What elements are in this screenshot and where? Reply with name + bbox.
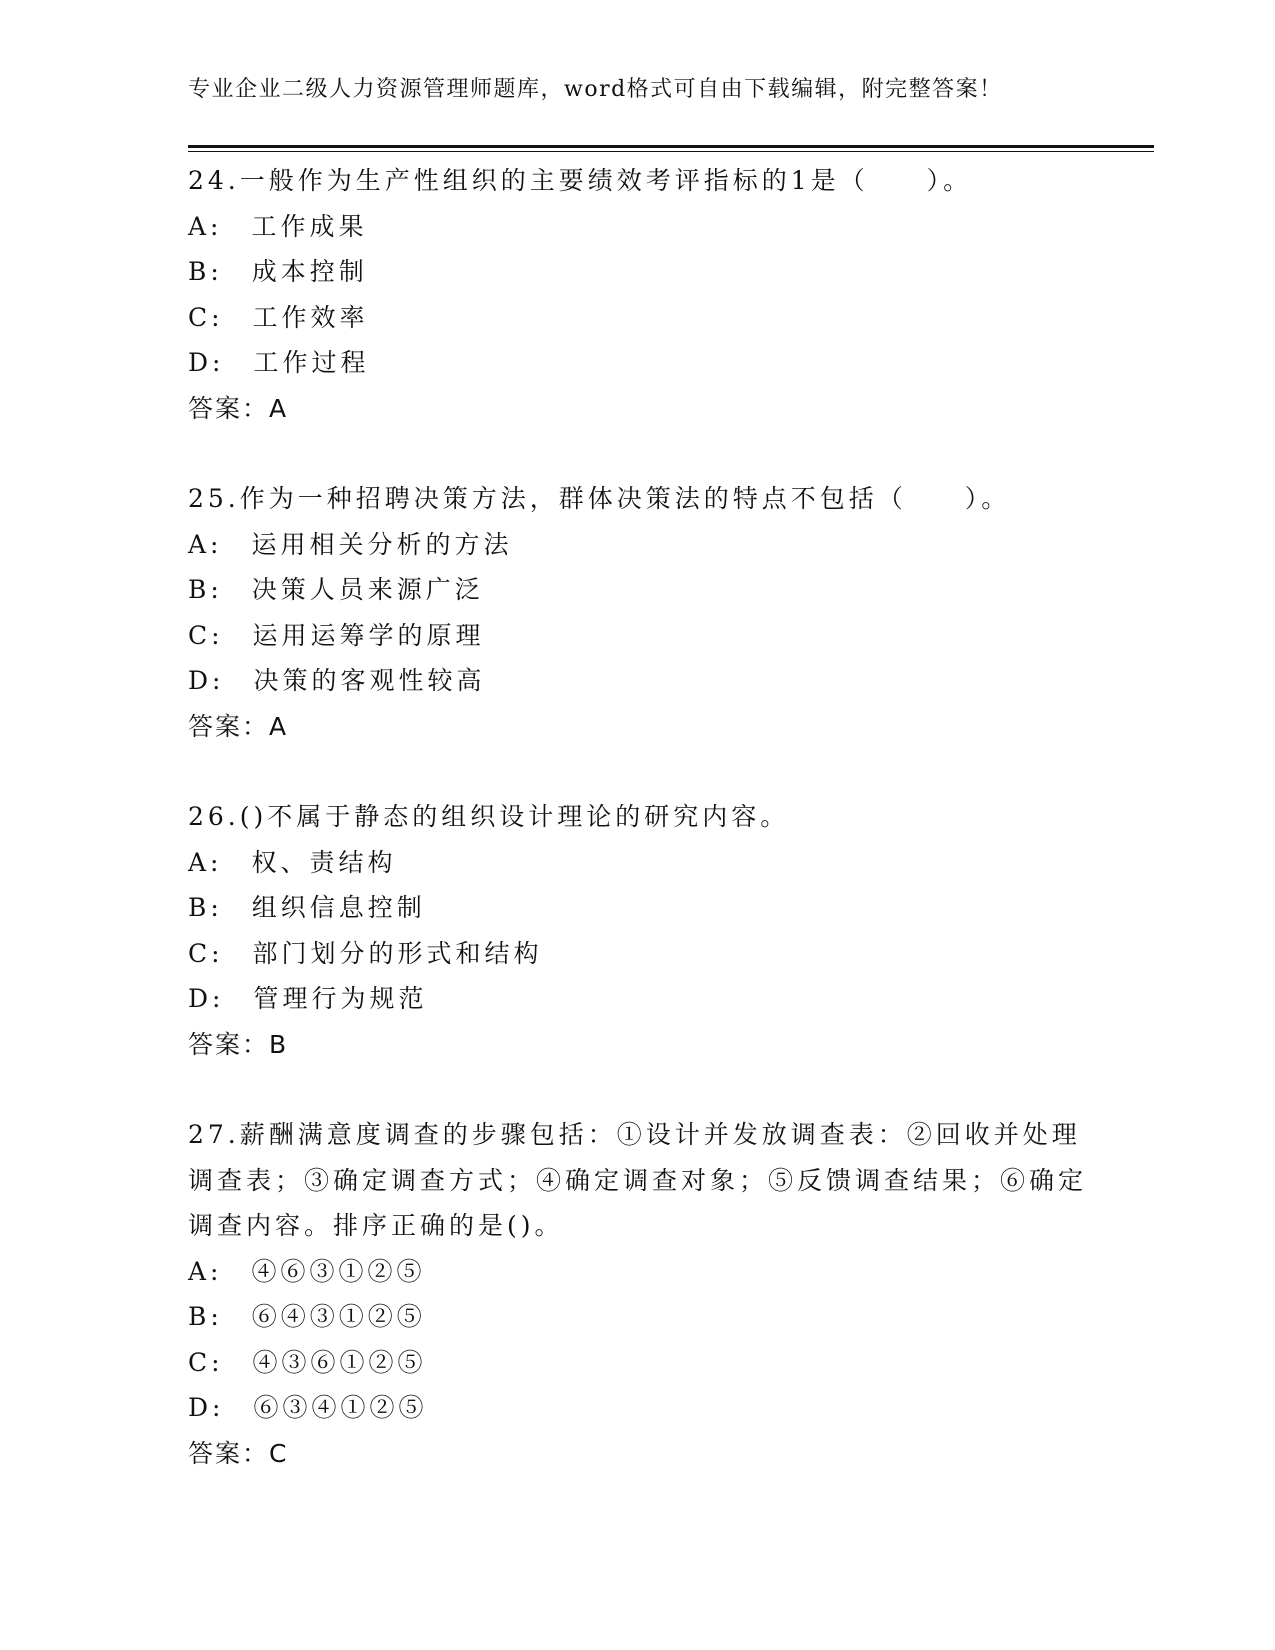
question-stem: 26.()不属于静态的组织设计理论的研究内容。 bbox=[188, 802, 790, 831]
answer: 答案：C bbox=[188, 1438, 289, 1468]
option-a: A: 运用相关分析的方法 bbox=[188, 529, 513, 559]
question-25 bbox=[188, 476, 1098, 749]
answer: 答案：A bbox=[188, 711, 289, 741]
option-b: B: 决策人员来源广泛 bbox=[188, 575, 484, 604]
header-rule-thick bbox=[188, 145, 1154, 148]
option-d: D: ⑥③④①②⑤ bbox=[188, 1393, 428, 1422]
question-24 bbox=[188, 158, 1098, 431]
option-c: C: ④③⑥①②⑤ bbox=[188, 1347, 427, 1377]
option-d: D: 管理行为规范 bbox=[188, 984, 428, 1013]
option-a: A: 权、责结构 bbox=[188, 847, 397, 877]
option-d: D: 决策的客观性较高 bbox=[188, 666, 486, 695]
option-a: A: ④⑥③①②⑤ bbox=[188, 1256, 426, 1286]
option-c: C: 运用运筹学的原理 bbox=[188, 620, 485, 650]
answer: 答案：A bbox=[188, 393, 289, 423]
option-b: B: 成本控制 bbox=[188, 257, 368, 286]
document-header: 专业企业二级人力资源管理师题库，word格式可自由下载编辑，附完整答案！ bbox=[188, 77, 1003, 102]
question-26 bbox=[188, 794, 1098, 1067]
question-stem: 27.薪酬满意度调查的步骤包括：①设计并发放调查表：②回收并处理调查表；③确定调查方式；④确定调查对象；⑤反馈调查结果；⑥确定调查内容。排序正确的是()。 bbox=[188, 1120, 1088, 1240]
header-rule-thin bbox=[188, 151, 1154, 152]
question-list bbox=[188, 158, 1098, 1521]
question-stem: 24.一般作为生产性组织的主要绩效考评指标的1是（ ）。 bbox=[188, 166, 973, 195]
option-a: A: 工作成果 bbox=[188, 211, 368, 241]
answer: 答案：B bbox=[188, 1029, 289, 1059]
option-b: B: ⑥④③①②⑤ bbox=[188, 1302, 426, 1331]
option-c: C: 工作效率 bbox=[188, 302, 369, 332]
option-c: C: 部门划分的形式和结构 bbox=[188, 938, 543, 968]
option-d: D: 工作过程 bbox=[188, 348, 370, 377]
option-b: B: 组织信息控制 bbox=[188, 893, 426, 922]
question-stem: 25.作为一种招聘决策方法，群体决策法的特点不包括（ ）。 bbox=[188, 484, 1011, 513]
question-27 bbox=[188, 1112, 1098, 1476]
